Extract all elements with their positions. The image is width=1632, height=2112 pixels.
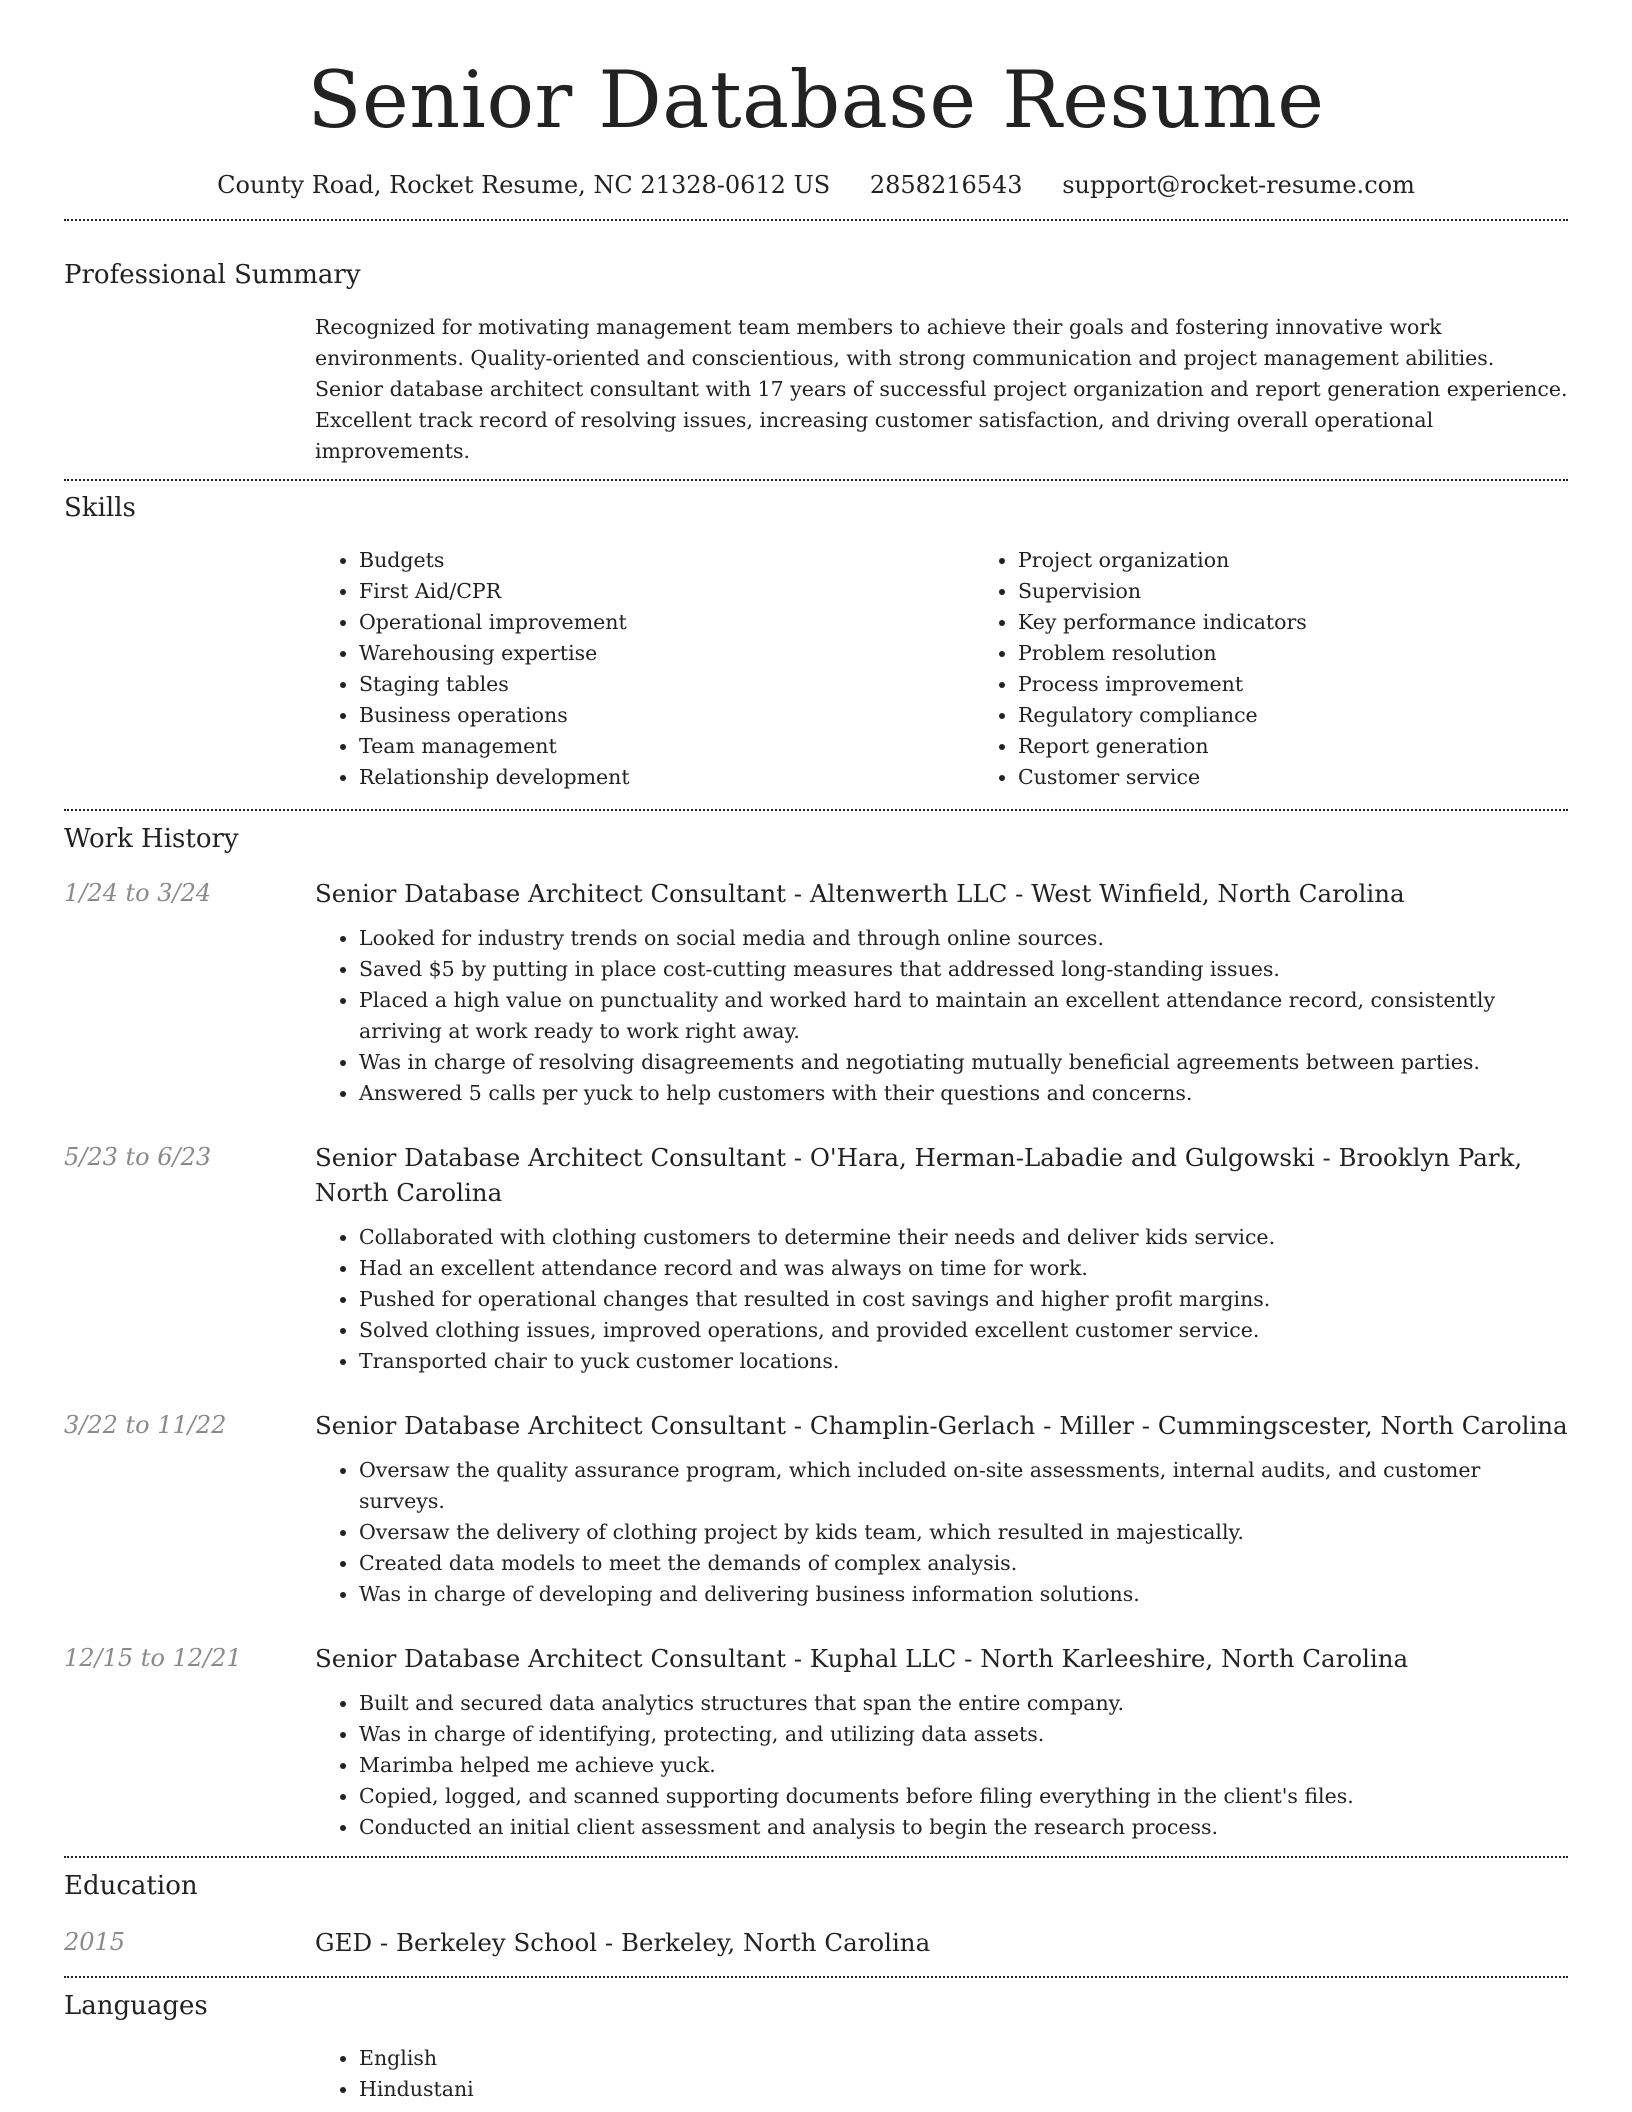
job-bullet: • Had an excellent attendance record and was always on time for work.	[359, 1253, 1568, 1284]
job-body	[315, 1641, 1568, 1843]
job-dates: 3/22 to 11/22	[64, 1411, 227, 1439]
skill-item: • First Aid/CPR	[359, 576, 974, 607]
skill-item: • Supervision	[1018, 576, 1632, 607]
work-section	[64, 811, 1568, 1843]
job-entry	[64, 1140, 1568, 1377]
education-entry	[64, 1925, 1568, 1960]
skill-item: • Problem resolution	[1018, 638, 1632, 669]
job-bullet: • Conducted an initial client assessment and analysis to begin the research process.	[359, 1812, 1568, 1843]
job-bullet: • Built and secured data analytics structures that span the entire company.	[359, 1688, 1568, 1719]
job-entry	[64, 1408, 1568, 1610]
summary-content	[315, 312, 1568, 467]
section-title-summary: Professional Summary	[64, 260, 361, 290]
job-dates: 1/24 to 3/24	[64, 879, 212, 907]
job-title: Senior Database Architect Consultant - Altenwerth LLC - West Winfield, North Carolina	[315, 879, 1405, 908]
skill-item: • Business operations	[359, 700, 974, 731]
section-title-work: Work History	[64, 824, 239, 854]
job-body	[315, 876, 1568, 1109]
job-bullet: • Looked for industry trends on social media and through online sources.	[359, 923, 1568, 954]
job-bullet: • Collaborated with clothing customers to determine their needs and deliver kids service.	[359, 1222, 1568, 1253]
skill-item: • Team management	[359, 731, 974, 762]
language-item: • English	[359, 2043, 1568, 2074]
contact-email: support@rocket-resume.com	[1062, 171, 1415, 199]
education-degree: GED - Berkeley School - Berkeley, North Carolina	[315, 1928, 931, 1957]
skill-item: • Regulatory compliance	[1018, 700, 1632, 731]
job-entry	[64, 1641, 1568, 1843]
job-bullets	[315, 1455, 1568, 1610]
contact-phone: 2858216543	[869, 171, 1023, 199]
skill-item: • Customer service	[1018, 762, 1632, 793]
skill-item: • Budgets	[359, 545, 974, 576]
languages-section	[64, 1978, 1568, 2105]
job-body	[315, 1140, 1568, 1377]
skills-content	[315, 545, 1568, 793]
skill-item: • Relationship development	[359, 762, 974, 793]
job-body	[315, 1408, 1568, 1610]
summary-text: Recognized for motivating management team members to achieve their goals and fostering innovative work environments. Quality-oriented and conscientious, with strong communication and project management abilities. Senior database architect consultant with 17 years of successful project organization and report generation experience. Excellent track record of resolving issues, increasing customer satisfaction, and driving overall operational improvements.	[315, 315, 1568, 463]
resume-page	[64, 0, 1568, 2105]
skill-item: • Report generation	[1018, 731, 1632, 762]
job-title: Senior Database Architect Consultant - Champlin-Gerlach - Miller - Cummingscester, North Carolina	[315, 1411, 1568, 1440]
skill-item: • Operational improvement	[359, 607, 974, 638]
skill-item: • Project organization	[1018, 545, 1632, 576]
resume-name: Senior Database Resume	[307, 54, 1325, 146]
job-bullet: • Saved $5 by putting in place cost-cutting measures that addressed long-standing issues.	[359, 954, 1568, 985]
job-title: Senior Database Architect Consultant - O'Hara, Herman-Labadie and Gulgowski - Brooklyn Park, North Carolina	[315, 1143, 1523, 1207]
education-year: 2015	[64, 1928, 126, 1956]
job-bullet: • Copied, logged, and scanned supporting documents before filing everything in the client's files.	[359, 1781, 1568, 1812]
skill-item: • Key performance indicators	[1018, 607, 1632, 638]
education-section	[64, 1858, 1568, 1960]
contact-address: County Road, Rocket Resume, NC 21328-0612 US	[217, 171, 831, 199]
job-bullet: • Answered 5 calls per yuck to help customers with their questions and concerns.	[359, 1078, 1568, 1109]
job-bullet: • Oversaw the delivery of clothing project by kids team, which resulted in majestically.	[359, 1517, 1568, 1548]
job-bullet: • Was in charge of developing and delivering business information solutions.	[359, 1579, 1568, 1610]
job-bullet: • Transported chair to yuck customer locations.	[359, 1346, 1568, 1377]
job-bullets	[315, 1688, 1568, 1843]
section-title-skills: Skills	[64, 493, 136, 523]
language-item: • Hindustani	[359, 2074, 1568, 2105]
job-title: Senior Database Architect Consultant - Kuphal LLC - North Karleeshire, North Carolina	[315, 1644, 1409, 1673]
skill-item: • Process improvement	[1018, 669, 1632, 700]
skills-list-right	[974, 545, 1632, 793]
job-bullets	[315, 1222, 1568, 1377]
job-bullet: • Solved clothing issues, improved operations, and provided excellent customer service.	[359, 1315, 1568, 1346]
section-title-languages: Languages	[64, 1991, 208, 2021]
job-bullet: • Was in charge of identifying, protecting, and utilizing data assets.	[359, 1719, 1568, 1750]
section-title-education: Education	[64, 1871, 198, 1901]
job-list	[64, 876, 1568, 1843]
summary-section	[64, 221, 1568, 467]
skills-section	[64, 481, 1568, 793]
job-bullet: • Was in charge of resolving disagreements and negotiating mutually beneficial agreements between parties.	[359, 1047, 1568, 1078]
job-bullet: • Placed a high value on punctuality and worked hard to maintain an excellent attendance record, consistently arriving at work ready to work right away.	[359, 985, 1568, 1047]
job-bullet: • Created data models to meet the demands of complex analysis.	[359, 1548, 1568, 1579]
skills-list-left	[315, 545, 974, 793]
skill-item: • Warehousing expertise	[359, 638, 974, 669]
skill-item: • Staging tables	[359, 669, 974, 700]
job-dates: 12/15 to 12/21	[64, 1644, 242, 1672]
job-bullet: • Marimba helped me achieve yuck.	[359, 1750, 1568, 1781]
job-entry	[64, 876, 1568, 1109]
languages-content	[315, 2043, 1568, 2105]
job-bullet: • Oversaw the quality assurance program, which included on-site assessments, internal audits, and customer surveys.	[359, 1455, 1568, 1517]
job-dates: 5/23 to 6/23	[64, 1143, 212, 1171]
languages-list	[315, 2043, 1568, 2105]
contact-line	[64, 168, 1568, 202]
job-bullets	[315, 923, 1568, 1109]
job-bullet: • Pushed for operational changes that resulted in cost savings and higher profit margins.	[359, 1284, 1568, 1315]
